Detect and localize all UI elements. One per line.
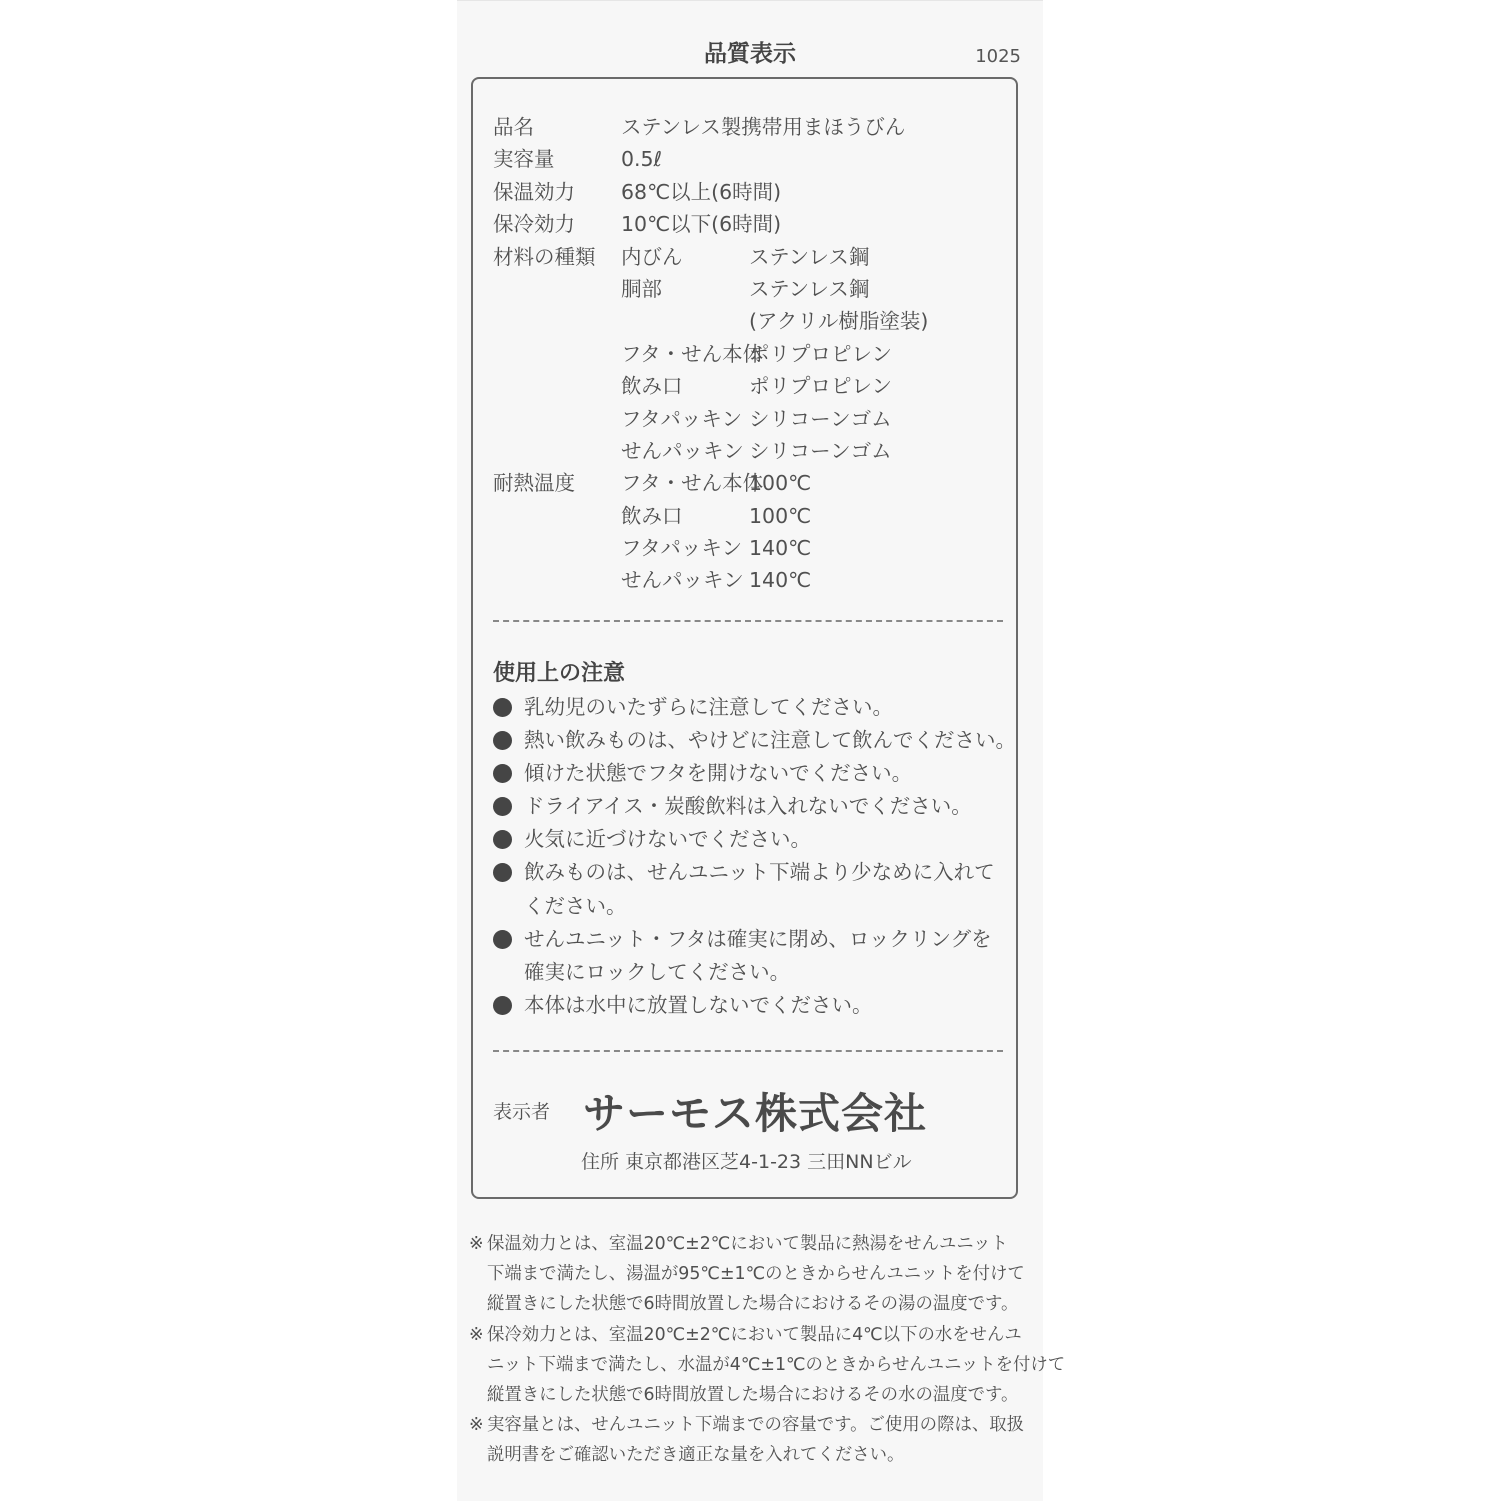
spec-label: 材料の種類: [493, 244, 596, 269]
footnote-list: [469, 1229, 1066, 1471]
bullet-icon: [493, 863, 512, 882]
notice-text: せんユニット・フタは確実に閉め、ロックリングを: [524, 926, 992, 951]
material-row: [493, 435, 921, 467]
heat-row: [493, 500, 921, 532]
spec-label: 保冷効力: [493, 212, 575, 237]
spec-row-name: [493, 111, 921, 143]
footnote-mark: ※: [469, 1324, 484, 1345]
spec-table: [493, 111, 929, 597]
material-part: 内びん: [621, 244, 683, 269]
material-value: (アクリル樹脂塗装): [749, 309, 929, 334]
material-part: フタ・せん本体: [621, 341, 764, 366]
material-part: [621, 305, 749, 337]
notice-text: 確実にロックしてください。: [524, 959, 791, 984]
spec-row-cold-retention: [493, 208, 921, 240]
footnote-mark: ※: [469, 1415, 484, 1436]
notice-text: 傾けた状態でフタを開けないでください。: [524, 761, 913, 786]
label-title: 品質表示: [704, 41, 796, 67]
spec-row-heat-retention: [493, 176, 921, 208]
heat-row: [493, 532, 921, 564]
heat-temp: 100℃: [749, 471, 812, 496]
maker-label: 表示者: [493, 1101, 551, 1123]
spec-row-capacity: [493, 143, 921, 175]
spec-value: 68℃以上(6時間): [621, 179, 782, 204]
heat-part: せんパッキン: [621, 568, 744, 593]
bullet-icon: [493, 797, 512, 816]
material-row: [493, 241, 921, 273]
material-value: シリコーンゴム: [749, 438, 892, 463]
heat-part: フタパッキン: [621, 536, 743, 561]
material-row: [493, 305, 929, 337]
footnote-text: 縦置きにした状態で6時間放置した場合におけるその湯の温度です。: [487, 1294, 1019, 1315]
footnote: [469, 1320, 1066, 1411]
dashed-divider: [493, 620, 1003, 622]
material-value: シリコーンゴム: [749, 406, 892, 431]
dashed-divider: [493, 1050, 1003, 1052]
bullet-icon: [493, 698, 512, 717]
label-code: 1025: [975, 46, 1021, 67]
notice-item: [493, 691, 1016, 724]
heat-part: 飲み口: [621, 503, 683, 528]
notice-item: [493, 823, 1016, 856]
heat-part: フタ・せん本体: [621, 471, 764, 496]
material-part: 胴部: [621, 276, 662, 301]
spec-value: 0.5ℓ: [621, 147, 663, 172]
material-part: せんパッキン: [621, 438, 744, 463]
quality-frame: [471, 77, 1018, 1199]
material-part: フタパッキン: [621, 406, 743, 431]
spec-label: 耐熱温度: [493, 471, 575, 496]
bullet-icon: [493, 930, 512, 949]
notice-title: 使用上の注意: [493, 661, 626, 686]
notice-item: [493, 724, 1016, 757]
material-value: ポリプロピレン: [749, 374, 892, 399]
maker-address: 住所 東京都港区芝4-1-23 三田NNビル: [581, 1151, 912, 1173]
spec-label: 実容量: [493, 147, 555, 172]
notice-text: 熱い飲みものは、やけどに注意して飲んでください。: [524, 728, 1016, 753]
material-part: 飲み口: [621, 374, 683, 399]
spec-label: 保温効力: [493, 179, 575, 204]
notice-item: [493, 989, 1016, 1022]
heat-temp: 100℃: [749, 503, 812, 528]
notice-list: [493, 691, 1016, 1022]
bullet-icon: [493, 764, 512, 783]
heat-temp: 140℃: [749, 568, 812, 593]
material-value: ポリプロピレン: [749, 341, 892, 366]
footnote-text: 下端まで満たし、湯温が95℃±1℃のときからせんユニットを付けて: [487, 1264, 1025, 1285]
notice-text: 乳幼児のいたずらに注意してください。: [524, 695, 893, 719]
material-row: [493, 403, 921, 435]
spec-value: 10℃以下(6時間): [621, 212, 782, 237]
notice-text: 飲みものは、せんユニット下端より少なめに入れて: [524, 860, 995, 885]
footnote-text: 保温効力とは、室温20℃±2℃において製品に熱湯をせんユニット: [487, 1234, 1008, 1254]
spec-label: 品名: [493, 115, 534, 139]
material-row: [493, 338, 921, 370]
footnote-mark: ※: [469, 1234, 484, 1254]
quality-label-panel: [457, 0, 1066, 1501]
footnote: [469, 1410, 1029, 1470]
spec-value: ステンレス製携帯用まほうびん: [621, 115, 906, 139]
bullet-icon: [493, 996, 512, 1015]
heat-row: [493, 467, 921, 499]
footnote-text: ニット下端まで満たし、水温が4℃±1℃のときからせんユニットを付けて: [487, 1354, 1066, 1375]
notice-text: 火気に近づけないでください。: [524, 827, 811, 852]
notice-item: [493, 856, 1016, 922]
material-row: [493, 370, 921, 402]
footnote: [469, 1229, 1029, 1320]
material-value: ステンレス鋼: [749, 244, 870, 269]
footnote-text: 実容量とは、せんユニット下端までの容量です。ご使用の際は、取扱: [487, 1415, 1025, 1436]
heat-temp: 140℃: [749, 536, 812, 561]
maker-name: サーモス株式会社: [583, 1089, 928, 1138]
notice-item: [493, 790, 1016, 823]
material-row: [493, 273, 921, 305]
footnote-text: 保冷効力とは、室温20℃±2℃において製品に4℃以下の水をせんユ: [487, 1324, 1022, 1345]
bullet-icon: [493, 731, 512, 750]
footnote-text: 説明書をご確認いただき適正な量を入れてください。: [487, 1445, 905, 1466]
notice-text: ください。: [524, 893, 627, 918]
material-value: ステンレス鋼: [749, 276, 870, 301]
footnote-text: 縦置きにした状態で6時間放置した場合におけるその水の温度です。: [487, 1385, 1019, 1406]
notice-text: ドライアイス・炭酸飲料は入れないでください。: [524, 794, 972, 819]
notice-item: [493, 757, 1016, 790]
notice-item: [493, 923, 1016, 989]
heat-row: [493, 564, 921, 596]
bullet-icon: [493, 830, 512, 849]
notice-text: 本体は水中に放置しないでください。: [524, 992, 873, 1017]
